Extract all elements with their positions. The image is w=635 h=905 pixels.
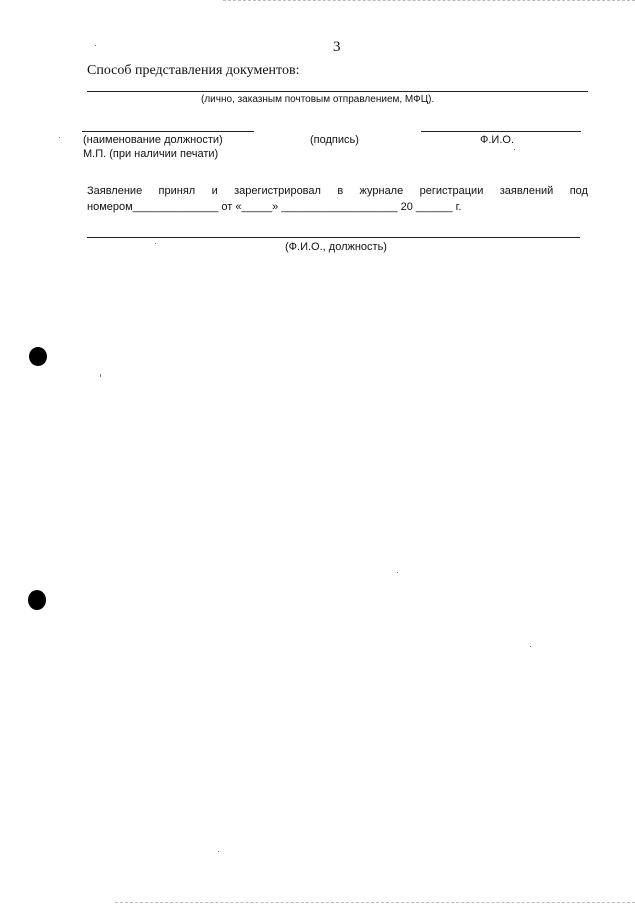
name-caption: Ф.И.О. [480, 134, 514, 146]
scan-speck [530, 646, 531, 647]
scan-speck [95, 45, 96, 46]
name-line [421, 131, 581, 132]
number-label: номером [87, 201, 133, 213]
position-caption: (наименование должности) [83, 134, 223, 146]
seal-caption: М.П. (при наличии печати) [83, 148, 219, 160]
year-suffix: г. [455, 201, 462, 213]
clerk-line [87, 237, 580, 238]
date-quote-close: » [272, 201, 279, 213]
registration-line-2 [87, 201, 461, 213]
punch-hole-bottom [28, 590, 46, 610]
year-blank: ______ [415, 201, 453, 213]
registration-word: заявлений [499, 185, 554, 197]
registration-word: журнале [359, 185, 404, 197]
day-blank: _____ [241, 201, 273, 213]
registration-word: в [337, 185, 344, 197]
signature-caption: (подпись) [310, 134, 359, 146]
page-number: 3 [333, 39, 341, 55]
registration-word: зарегистрировал [234, 185, 321, 197]
clerk-caption: (Ф.И.О., должность) [285, 241, 387, 253]
scan-speck [514, 149, 515, 150]
scan-speck [59, 137, 60, 138]
registration-word: принял [158, 185, 196, 197]
registration-word: регистрации [419, 185, 484, 197]
top-scan-edge [223, 0, 635, 1]
submission-method-caption: (лично, заказным почтовым отправлением, МФЦ). [201, 94, 435, 105]
date-from-label: от « [221, 201, 242, 213]
bottom-scan-edge [115, 902, 635, 903]
position-line [82, 131, 254, 132]
scan-speck [155, 243, 156, 244]
submission-method-label: Способ представления документов: [87, 63, 300, 78]
registration-word: Заявление [87, 185, 143, 197]
registration-word: и [211, 185, 218, 197]
month-blank: ___________________ [281, 201, 398, 213]
submission-method-line [87, 91, 588, 92]
number-blank: ______________ [132, 201, 219, 213]
scan-speck [100, 374, 101, 377]
year-prefix: 20 [400, 201, 413, 213]
registration-line-1 [87, 185, 588, 197]
registration-word: под [569, 185, 588, 197]
scan-speck [397, 572, 398, 573]
scan-speck [218, 851, 219, 852]
punch-hole-top [29, 347, 47, 366]
